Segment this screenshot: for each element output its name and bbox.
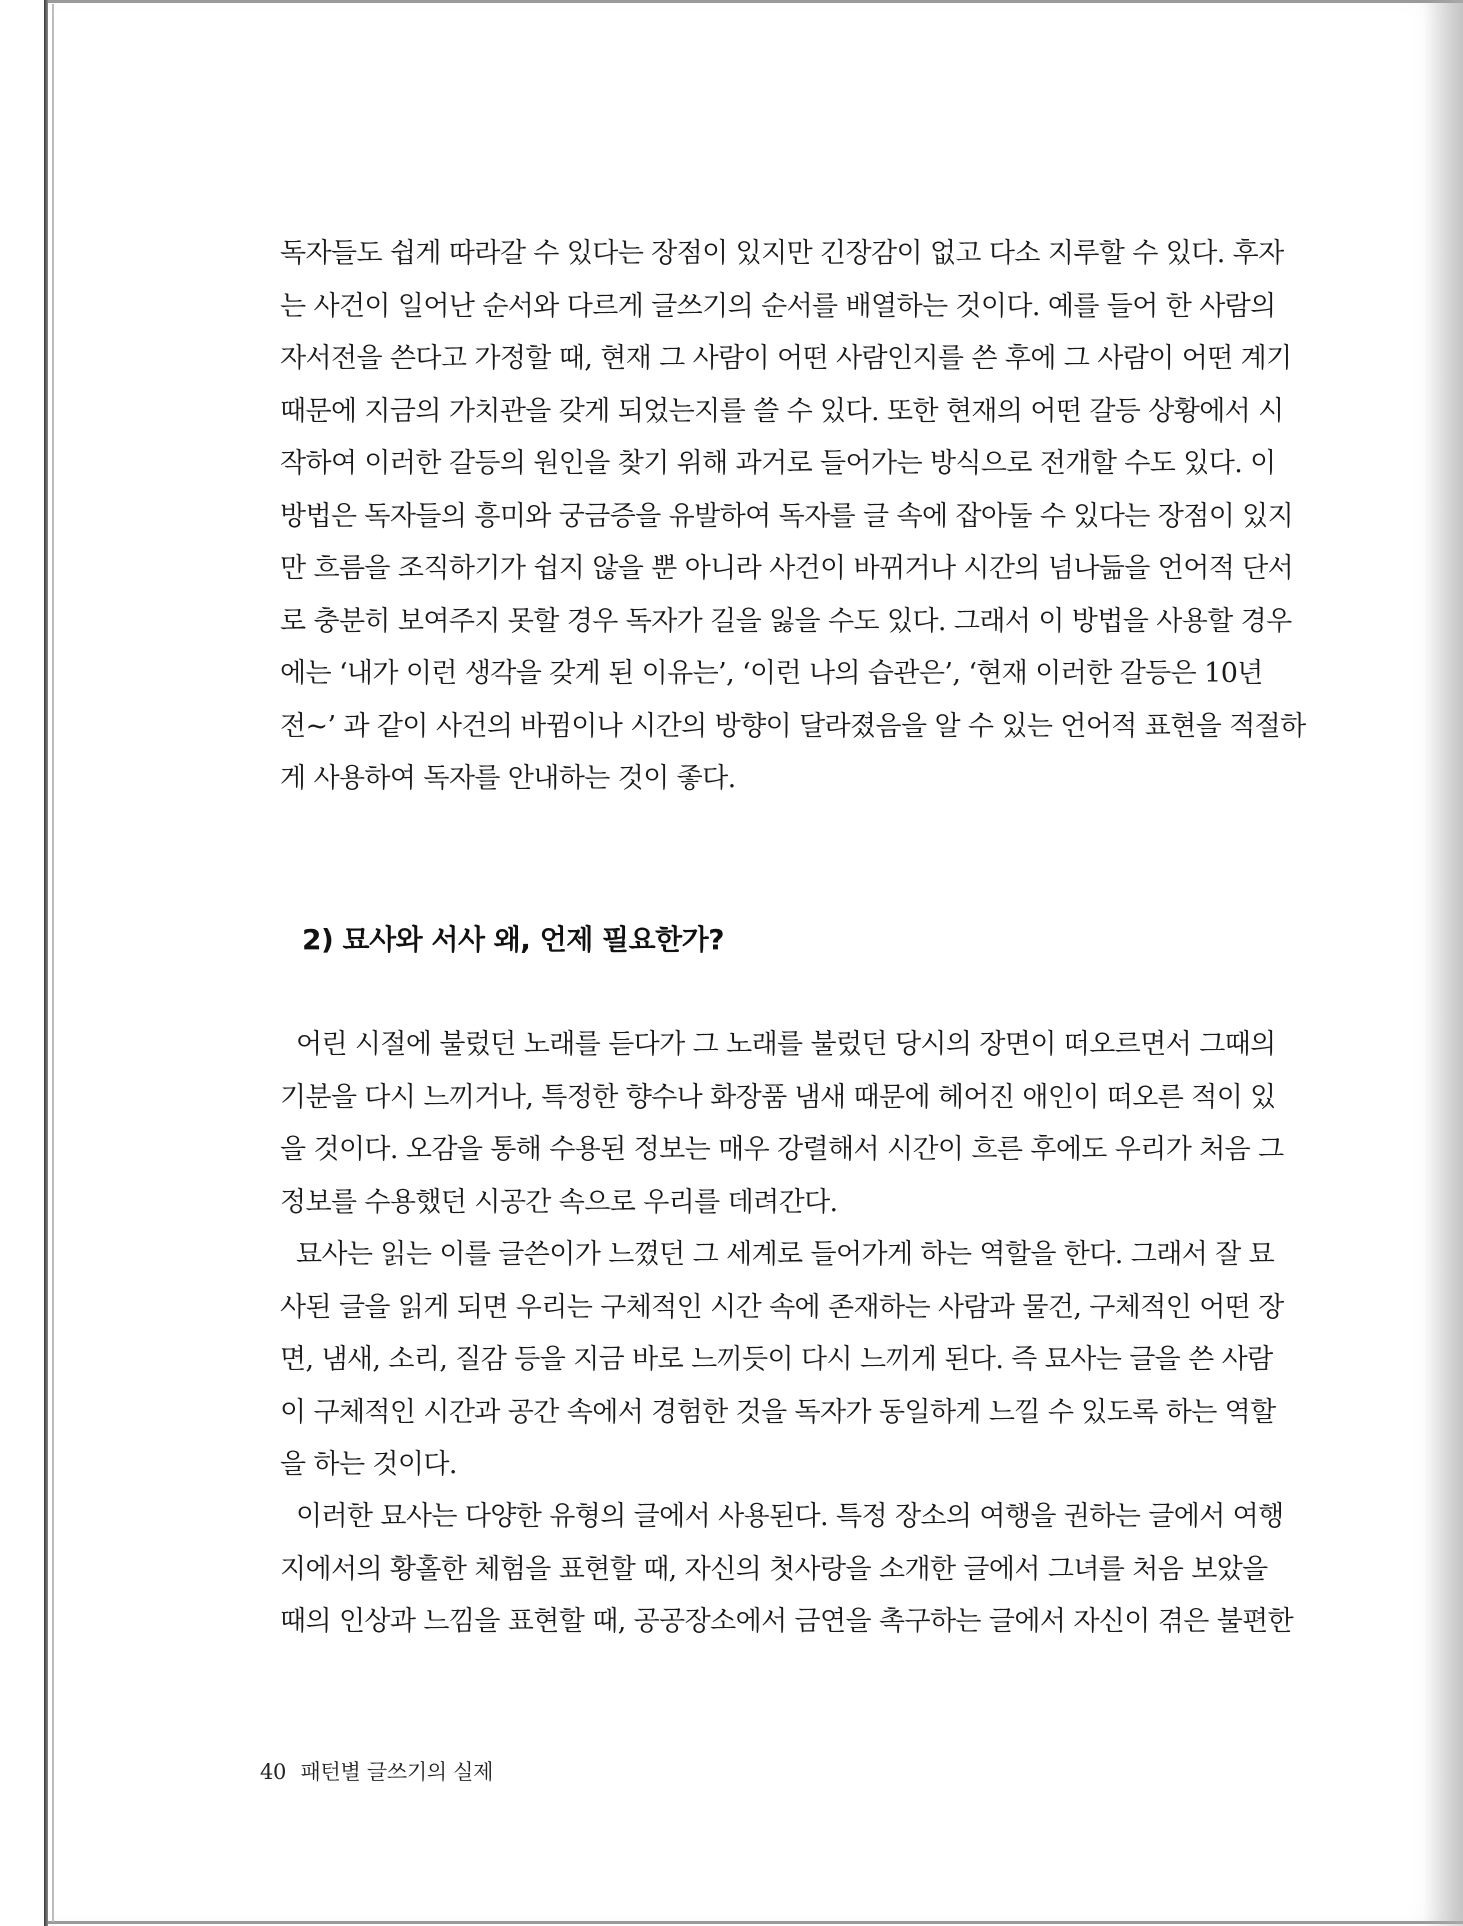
text-line: 로 충분히 보여주지 못할 경우 독자가 길을 잃을 수도 있다. 그래서 이 방법을 사용할 경우 xyxy=(280,605,1292,637)
page-bottom-edge xyxy=(46,1921,1463,1924)
text-line: 작하여 이러한 갈등의 원인을 찾기 위해 과거로 들어가는 방식으로 전개할 수도 있다. 이 xyxy=(280,448,1276,479)
page-binding-line xyxy=(52,4,54,1922)
text-line: 기분을 다시 느끼거나, 특정한 향수나 화장품 냄새 때문에 헤어진 애인이 떠오른 적이 있 xyxy=(280,1081,1276,1113)
text-line: 만 흐름을 조직하기가 쉽지 않을 뿐 아니라 사건이 바뀌거나 시간의 넘나듦을 언어적 단서 xyxy=(280,553,1294,584)
text-line: 때문에 지금의 가치관을 갖게 되었는지를 쓸 수 있다. 또한 현재의 어떤 갈등 상황에서 시 xyxy=(280,395,1284,427)
text-line: 정보를 수용했던 시공간 속으로 우리를 데려간다. xyxy=(280,1186,838,1218)
text-line: 이 구체적인 시간과 공간 속에서 경험한 것을 독자가 동일하게 느낄 수 있도록 하는 역할 xyxy=(280,1396,1276,1428)
text-line: 방법은 독자들의 흥미와 궁금증을 유발하여 독자를 글 속에 잡아둘 수 있다는 장점이 있지 xyxy=(280,500,1294,532)
paragraph-3 xyxy=(280,1229,1284,1492)
text-line: 에는 ‘내가 이런 생각을 갖게 된 이유는’, ‘이런 나의 습관은’, ‘현재 이러한 갈등은 10년 xyxy=(280,658,1263,689)
paragraph-2 xyxy=(280,1019,1284,1229)
page-top-edge xyxy=(46,0,1463,3)
text-line: 어린 시절에 불렀던 노래를 듣다가 그 노래를 불렀던 당시의 장면이 떠오르면서 그때의 xyxy=(280,1029,1276,1060)
paragraph-1 xyxy=(280,228,1306,806)
text-line: 는 사건이 일어난 순서와 다르게 글쓰기의 순서를 배열하는 것이다. 예를 들어 한 사람의 xyxy=(280,290,1276,322)
text-line: 묘사는 읽는 이를 글쓴이가 느꼈던 그 세계로 들어가게 하는 역할을 한다. 그래서 잘 묘 xyxy=(280,1239,1275,1270)
text-line: 면, 냄새, 소리, 질감 등을 지금 바로 느끼듯이 다시 느끼게 된다. 즉 묘사는 글을 쓴 사람 xyxy=(280,1344,1273,1375)
text-line: 지에서의 황홀한 체험을 표현할 때, 자신의 첫사랑을 소개한 글에서 그녀를 처음 보았을 xyxy=(280,1553,1268,1585)
text-line: 을 하는 것이다. xyxy=(280,1449,457,1480)
text-line: 이러한 묘사는 다양한 유형의 글에서 사용된다. 특정 장소의 여행을 권하는 글에서 여행 xyxy=(280,1501,1284,1532)
page-footer xyxy=(260,1756,493,1786)
text-line: 전~’ 과 같이 사건의 바뀜이나 시간의 방향이 달라졌음을 알 수 있는 언어적 표현을 적절하 xyxy=(280,710,1306,742)
page-right-shadow xyxy=(1423,0,1463,1926)
paragraph-4 xyxy=(280,1491,1294,1649)
page-binding-edge xyxy=(44,0,48,1926)
section-heading: 2) 묘사와 서사 왜, 언제 필요한가? xyxy=(302,923,724,956)
text-line: 게 사용하여 독자를 안내하는 것이 좋다. xyxy=(280,763,736,794)
text-line: 독자들도 쉽게 따라갈 수 있다는 장점이 있지만 긴장감이 없고 다소 지루할 수 있다. 후자 xyxy=(280,238,1284,269)
text-line: 을 것이다. 오감을 통해 수용된 정보는 매우 강렬해서 시간이 흐른 후에도 우리가 처음 그 xyxy=(280,1134,1284,1165)
page-number: 40 xyxy=(260,1760,287,1784)
text-line: 자서전을 쓴다고 가정할 때, 현재 그 사람이 어떤 사람인지를 쓴 후에 그 사람이 어떤 계기 xyxy=(280,343,1292,374)
text-line: 때의 인상과 느낌을 표현할 때, 공공장소에서 금연을 촉구하는 글에서 자신이 겪은 불편한 xyxy=(280,1606,1294,1637)
running-title: 패턴별 글쓰기의 실제 xyxy=(300,1760,494,1784)
text-line: 사된 글을 읽게 되면 우리는 구체적인 시간 속에 존재하는 사람과 물건, 구체적인 어떤 장 xyxy=(280,1291,1284,1323)
